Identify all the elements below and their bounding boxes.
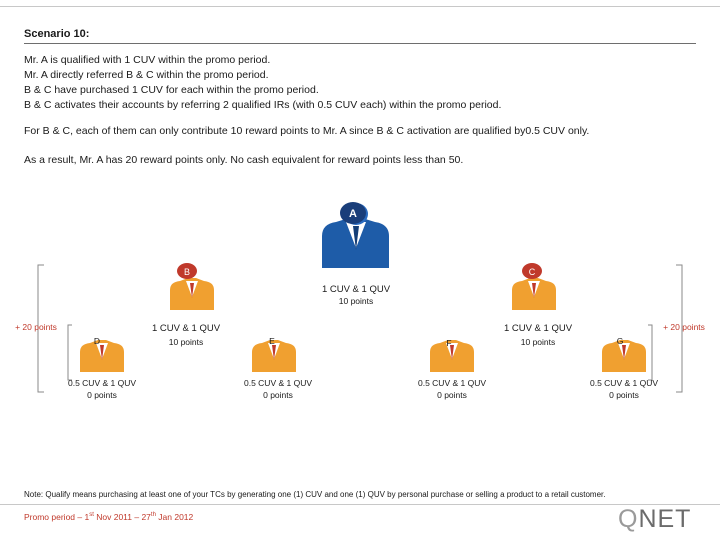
promo-prefix: Promo period – 1 (24, 512, 90, 522)
description-line: Mr. A directly referred B & C within the promo period. (24, 69, 269, 81)
node-f-value: 0.5 CUV & 1 QUV (417, 378, 487, 388)
left-bonus: + 20 points (15, 322, 57, 332)
badge-c (522, 263, 542, 279)
logo-q: Q (618, 505, 639, 533)
node-label: D (93, 336, 101, 346)
node-e-points: 0 points (263, 390, 293, 400)
person-g-figure (602, 336, 646, 372)
person-e-figure (252, 336, 296, 372)
node-label: E (269, 336, 275, 346)
description-line: Mr. A is qualified with 1 CUV within the promo period. (24, 54, 271, 66)
node-b-points: 10 points (168, 337, 204, 347)
logo-net: NET (638, 505, 692, 533)
badge-a (340, 202, 366, 224)
person-f-figure (430, 338, 474, 372)
person-b-figure (170, 278, 214, 310)
person-d-figure (80, 336, 124, 372)
badge-b (177, 263, 197, 279)
promo-suffix: Jan 2012 (155, 512, 194, 522)
node-label: A (349, 208, 357, 220)
promo-mid: Nov 2011 – 27 (93, 512, 151, 522)
node-c-points: 10 points (520, 337, 556, 347)
node-c-value: 1 CUV & 1 QUV (503, 323, 573, 334)
node-f-points: 0 points (437, 390, 467, 400)
node-d-points: 0 points (87, 390, 117, 400)
node-a-value: 1 CUV & 1 QUV (321, 284, 391, 295)
contribution-paragraph: For B & C, each of them can only contribute 10 reward points to Mr. A since B & C activation are qualified by0.5 CUV only. (24, 125, 590, 137)
node-label: B (183, 267, 191, 277)
right-bracket-small (648, 325, 652, 380)
node-label: G (616, 336, 624, 346)
bottom-rule (0, 504, 720, 505)
node-g-value: 0.5 CUV & 1 QUV (589, 378, 659, 388)
qnet-logo (618, 505, 691, 534)
node-e-value: 0.5 CUV & 1 QUV (243, 378, 313, 388)
node-label: C (528, 267, 536, 277)
node-d-value: 0.5 CUV & 1 QUV (67, 378, 137, 388)
promo-sup-2: th (150, 512, 156, 519)
promo-sup-1: st (89, 512, 94, 519)
qualify-note: Note: Qualify means purchasing at least one of your TCs by generating one (1) CUV and one (1) QUV by personal purchase or selling a product to a retail customer. (24, 490, 606, 499)
result-paragraph: As a result, Mr. A has 20 reward points only. No cash equivalent for reward points less than 50. (24, 154, 464, 166)
node-label: F (446, 338, 452, 348)
right-bonus: + 20 points (663, 322, 705, 332)
left-bracket-small (68, 325, 72, 380)
node-a-points: 10 points (338, 296, 374, 306)
scenario-title: Scenario 10: (24, 28, 90, 40)
node-g-points: 0 points (609, 390, 639, 400)
description-line: B & C activates their accounts by referring 2 qualified IRs (with 0.5 CUV each) within the promo period. (24, 99, 502, 111)
description-line: B & C have purchased 1 CUV for each within the promo period. (24, 84, 319, 96)
node-b-value: 1 CUV & 1 QUV (151, 323, 221, 334)
promo-period (24, 512, 193, 522)
person-c-figure (512, 278, 556, 310)
